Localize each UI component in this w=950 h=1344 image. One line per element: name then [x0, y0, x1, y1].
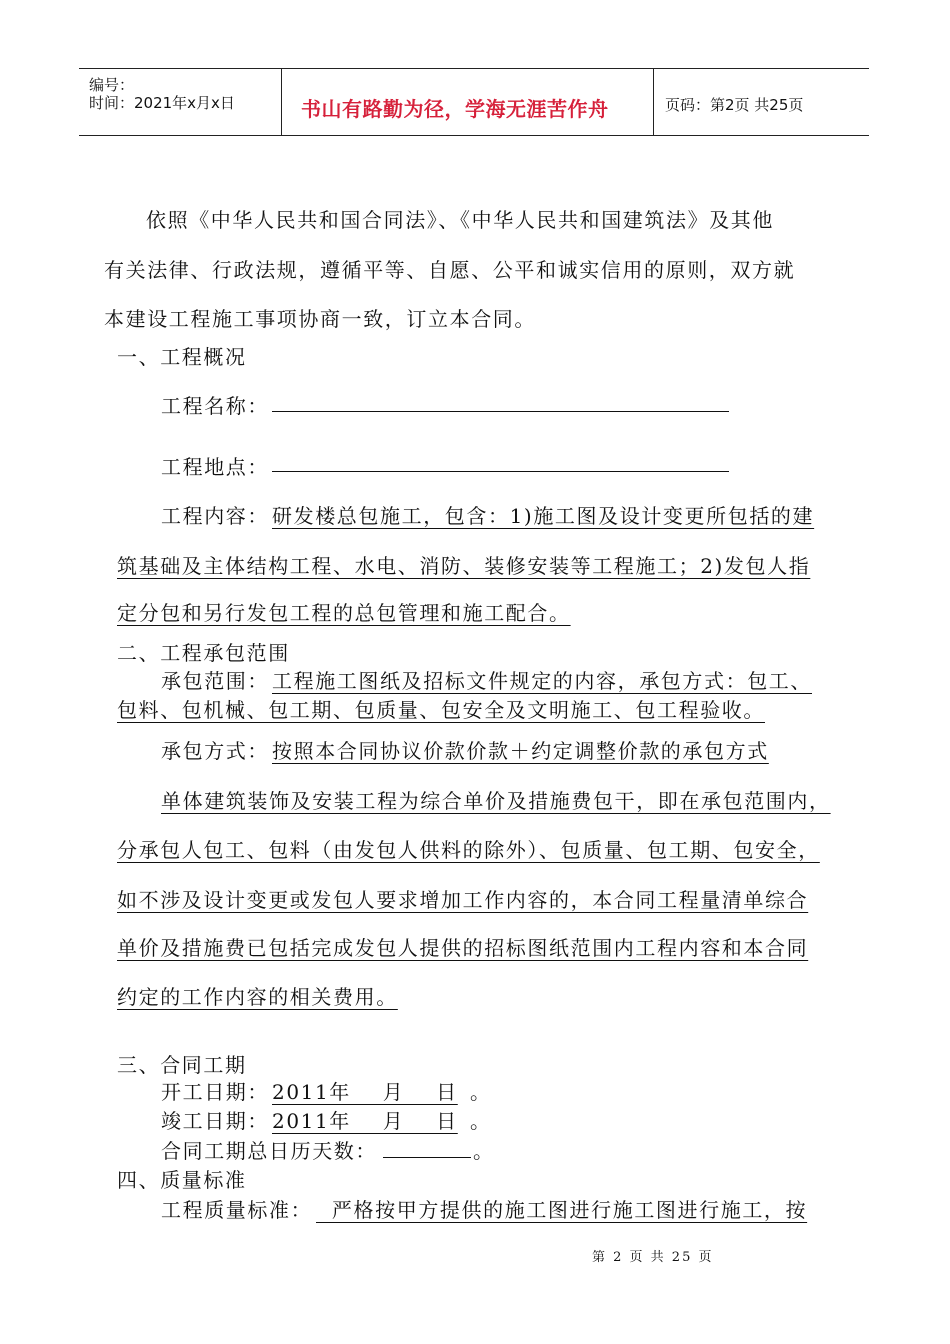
project-content-label: 工程内容： — [161, 504, 269, 528]
header-bottom-rule — [79, 135, 869, 136]
page-header — [79, 68, 869, 136]
total-days-label: 合同工期总日历天数： — [161, 1139, 377, 1163]
project-name-label: 工程名称： — [161, 394, 269, 418]
start-date-value: 2011年 月 日 — [272, 1080, 458, 1104]
project-location-blank — [272, 471, 729, 472]
scope-paragraph-line-1: 单体建筑装饰及安装工程为综合单价及措施费包干，即在承包范围内， — [161, 789, 831, 813]
intro-line-3: 本建设工程施工事项协商一致，订立本合同。 — [104, 307, 536, 331]
scope-paragraph-line-5: 约定的工作内容的相关费用。 — [117, 985, 398, 1009]
method-label: 承包方式： — [161, 739, 269, 763]
scope-line-1: 工程施工图纸及招标文件规定的内容，承包方式：包工、 — [272, 669, 812, 693]
total-days-blank — [383, 1157, 471, 1158]
quality-line: 严格按甲方提供的施工图进行施工图进行施工，按 — [316, 1198, 808, 1222]
intro-line-2: 有关法律、行政法规，遵循平等、自愿、公平和诚实信用的原则，双方就 — [104, 258, 796, 282]
time-label: 时间：2021年x月x日 — [89, 94, 235, 112]
scope-line-2: 包料、包机械、包工期、包质量、包安全及文明施工、包工程验收。 — [117, 698, 765, 722]
intro-line-1: 依照《中华人民共和国合同法》、《中华人民共和国建筑法》及其他 — [146, 208, 774, 232]
method-line: 按照本合同协议价款价款＋约定调整价款的承包方式 — [272, 739, 769, 763]
project-name-blank — [272, 411, 729, 412]
header-top-rule — [79, 68, 869, 69]
project-content-line-1: 研发楼总包施工，包含：1)施工图及设计变更所包括的建 — [272, 504, 815, 528]
total-days-end: 。 — [473, 1139, 495, 1163]
scope-paragraph-line-2: 分承包人包工、包料（由发包人供料的除外）、包质量、包工期、包安全， — [117, 838, 820, 862]
project-content-line-3: 定分包和另行发包工程的总包管理和施工配合。 — [117, 601, 571, 625]
scope-paragraph-line-4: 单价及措施费已包括完成发包人提供的招标图纸范围内工程内容和本合同 — [117, 936, 809, 960]
section-3-heading: 三、合同工期 — [117, 1053, 247, 1077]
quality-label: 工程质量标准： — [161, 1198, 313, 1222]
header-divider-right — [653, 68, 654, 136]
start-date-label: 开工日期： — [161, 1080, 269, 1104]
scope-label: 承包范围： — [161, 669, 269, 693]
header-divider-left — [281, 68, 282, 136]
page-footer: 第 2 页 共 25 页 — [592, 1250, 714, 1265]
motto: 书山有路勤为径，学海无涯苦作舟 — [301, 97, 609, 121]
section-4-heading: 四、质量标准 — [117, 1168, 247, 1192]
project-location-label: 工程地点： — [161, 455, 269, 479]
start-date-end: 。 — [470, 1080, 492, 1104]
finish-date-end: 。 — [470, 1109, 492, 1133]
project-content-line-2: 筑基础及主体结构工程、水电、消防、装修安装等工程施工；2)发包人指 — [117, 554, 811, 578]
scope-paragraph-line-3: 如不涉及设计变更或发包人要求增加工作内容的，本合同工程量清单综合 — [117, 888, 809, 912]
section-2-heading: 二、工程承包范围 — [117, 641, 290, 665]
serial-label: 编号： — [89, 76, 135, 94]
finish-date-label: 竣工日期： — [161, 1109, 269, 1133]
page-info: 页码：第2页 共25页 — [665, 96, 804, 114]
finish-date-value: 2011年 月 日 — [272, 1109, 458, 1133]
section-1-heading: 一、工程概况 — [117, 345, 247, 369]
